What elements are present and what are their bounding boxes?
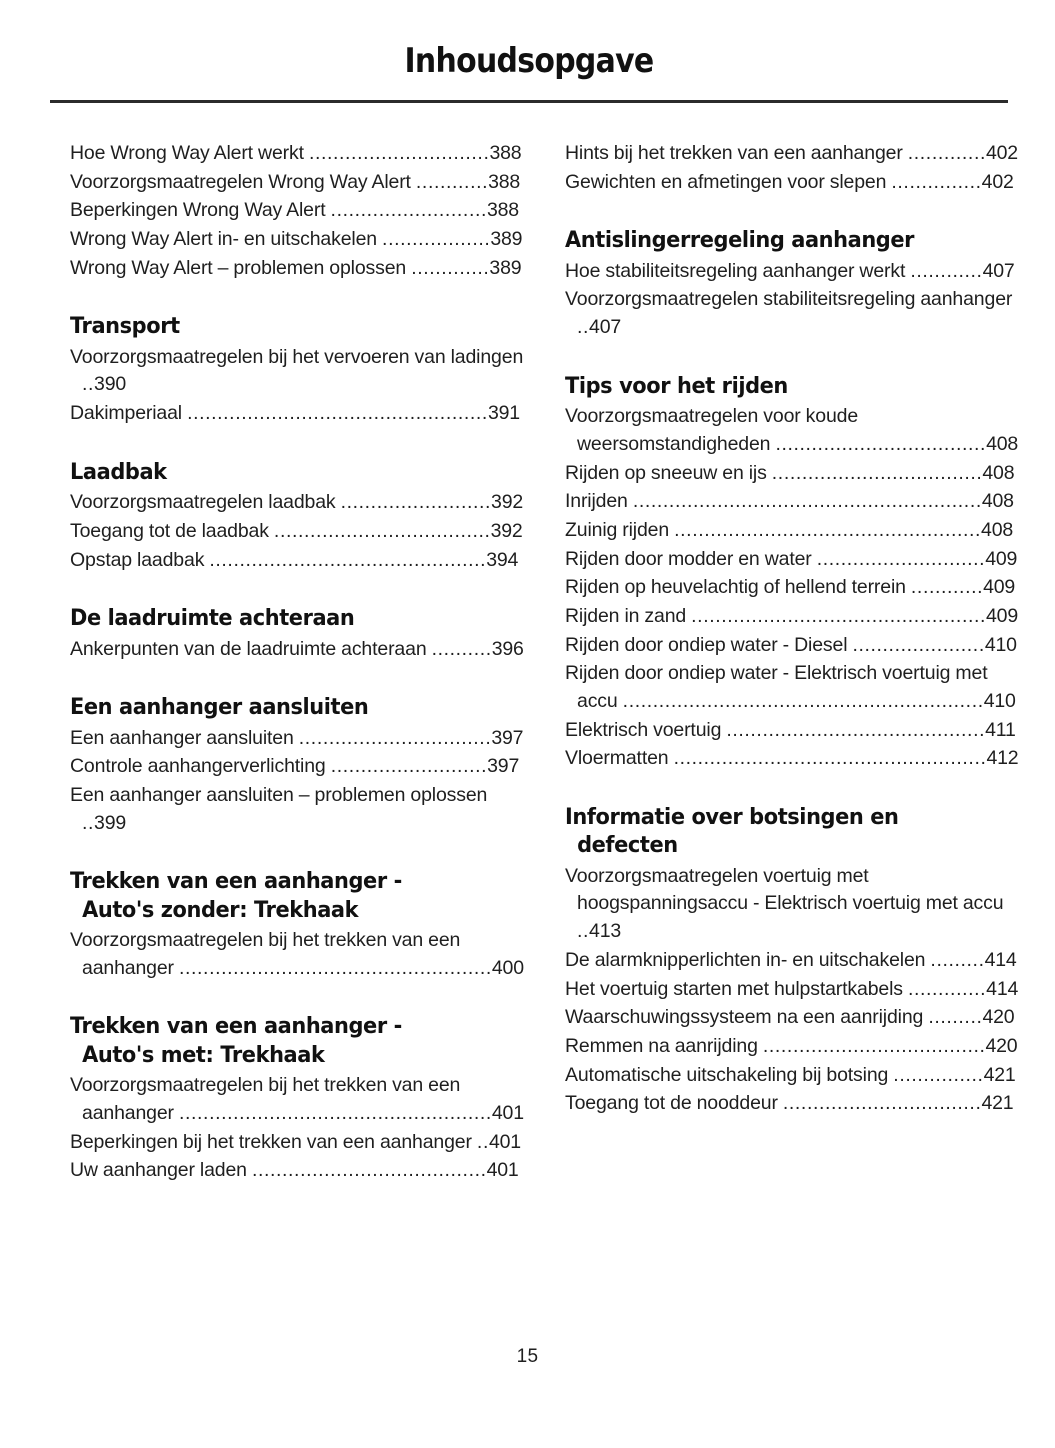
toc-entry-page: 390	[94, 373, 126, 396]
toc-entry-page: 392	[490, 519, 523, 542]
toc-entry[interactable]	[70, 197, 525, 225]
section-heading-line: defecten	[577, 832, 678, 859]
toc-entry-label: Beperkingen bij het trekken van een aanhanger	[70, 1130, 477, 1153]
toc-entry[interactable]	[565, 947, 1020, 975]
toc-entry-page: 389	[490, 228, 523, 251]
section-heading-line: Antislingerregeling aanhanger	[565, 227, 915, 254]
toc-entry[interactable]	[565, 660, 1020, 715]
toc-entry-page: 408	[986, 432, 1018, 455]
toc-entry-label: Remmen na aanrijding	[565, 1034, 763, 1057]
toc-entry[interactable]	[565, 745, 1020, 773]
toc-entry-list	[565, 863, 1020, 1118]
toc-entry-label: Beperkingen Wrong Way Alert	[70, 199, 331, 222]
toc-entry-page: 388	[487, 199, 519, 222]
toc-entry-page: 407	[982, 259, 1015, 282]
header-divider	[50, 100, 1008, 103]
toc-leader-dots: .....................................	[762, 1034, 986, 1057]
toc-entry-page: 402	[985, 142, 1018, 164]
toc-entry-page: 408	[981, 518, 1013, 541]
section-heading-een-aanhanger-aansluiten	[70, 693, 525, 721]
toc-entry-page: 402	[981, 170, 1014, 193]
toc-entry[interactable]	[70, 927, 525, 982]
toc-entry-label: Voorzorgsmaatregelen Wrong Way Alert	[70, 170, 416, 193]
toc-entry-label: Vloermatten	[565, 747, 674, 770]
toc-entry-label: Hints bij het trekken van een aanhanger	[565, 142, 908, 164]
section-heading-line: Informatie over botsingen en	[565, 804, 899, 831]
section-heading-line: Trekken van een aanhanger -	[70, 868, 402, 895]
toc-entry-page: 408	[982, 461, 1015, 484]
toc-entry-page: 407	[589, 316, 621, 339]
section-heading-laadbak	[70, 458, 525, 486]
toc-column-right	[565, 140, 1020, 1119]
toc-entry[interactable]	[565, 717, 1020, 745]
toc-leader-dots: ....................................	[273, 519, 491, 542]
toc-entry-page: 391	[487, 402, 520, 425]
toc-entry[interactable]	[565, 574, 1020, 602]
toc-entry-label: Rijden in zand	[565, 604, 692, 627]
toc-leader-dots: .................................................	[691, 604, 987, 627]
toc-entry-page: 409	[983, 576, 1016, 599]
toc-column-left	[70, 140, 525, 1186]
toc-entry-label: Wrong Way Alert – problemen oplossen	[70, 256, 412, 279]
section-heading-line: Tips voor het rijden	[565, 372, 788, 399]
toc-entry-label: Inrijden	[565, 490, 633, 513]
toc-entry-list	[70, 140, 525, 282]
section-heading-line: Auto's zonder: Trekhaak	[82, 896, 359, 923]
toc-entry-label: Voorzorgsmaatregelen voertuig met hoogspanningsaccu - Elektrisch voertuig met accu	[565, 864, 1004, 915]
toc-entry-page: 399	[94, 811, 126, 834]
toc-leader-dots: ..........	[431, 637, 492, 660]
toc-entry[interactable]	[70, 725, 525, 753]
toc-entry-page: 421	[983, 1063, 1016, 1086]
toc-leader-dots: ...........................................	[726, 718, 986, 741]
toc-leader-dots: ..............................................	[209, 548, 487, 571]
toc-entry-page: 388	[489, 142, 522, 164]
toc-entry-page: 389	[489, 256, 522, 279]
toc-entry[interactable]	[70, 169, 525, 197]
toc-entry-label: Rijden door modder en water	[565, 547, 817, 570]
toc-leader-dots: ..	[476, 1130, 489, 1153]
toc-entry[interactable]	[70, 140, 525, 168]
toc-entry[interactable]	[565, 546, 1020, 574]
toc-entry-page: 397	[491, 726, 524, 749]
toc-entry-page: 413	[589, 920, 621, 943]
toc-entry-list	[70, 1072, 525, 1185]
toc-entry-page: 400	[491, 956, 524, 979]
toc-entry[interactable]	[70, 489, 525, 517]
toc-leader-dots: .......................................	[251, 1159, 487, 1182]
toc-entry-page: 401	[488, 1130, 521, 1153]
toc-entry-label: Toegang tot de laadbak	[70, 519, 274, 542]
toc-leader-dots: ..............................	[308, 142, 490, 164]
toc-leader-dots: .........	[930, 948, 985, 971]
toc-entry-list	[565, 403, 1020, 773]
toc-entry[interactable]	[70, 400, 525, 428]
toc-leader-dots: .............	[907, 977, 987, 1000]
toc-entry-page: 409	[985, 547, 1018, 570]
toc-entry[interactable]	[70, 1072, 525, 1127]
toc-entry[interactable]	[565, 286, 1020, 341]
toc-entry[interactable]	[565, 1090, 1020, 1118]
toc-entry-label: Controle aanhangerverlichting	[70, 755, 331, 778]
toc-entry-label: Een aanhanger aansluiten – problemen oplossen	[70, 784, 488, 806]
toc-entry-list	[70, 927, 525, 982]
toc-entry-page: 421	[981, 1092, 1014, 1115]
section-heading-de-laadruimte-achteraan	[70, 604, 525, 632]
toc-entry-page: 388	[488, 170, 521, 193]
toc-entry[interactable]	[565, 169, 1020, 197]
toc-entry-page: 412	[986, 747, 1019, 770]
toc-leader-dots: ......................	[852, 633, 985, 656]
toc-entry-label: Elektrisch voertuig	[565, 718, 727, 741]
toc-leader-dots: ...................................	[775, 432, 987, 455]
section-heading-line: De laadruimte achteraan	[70, 605, 355, 632]
toc-entry-page: 394	[486, 548, 519, 571]
toc-entry-label: Gewichten en afmetingen voor slepen	[565, 170, 892, 193]
toc-entry-page: 414	[986, 977, 1019, 1000]
toc-entry-page: 420	[982, 1006, 1015, 1029]
toc-leader-dots: ..	[577, 316, 590, 339]
toc-entry-label: Toegang tot de nooddeur	[565, 1092, 783, 1115]
toc-entry-label: Hoe stabiliteitsregeling aanhanger werkt	[565, 259, 911, 282]
toc-entry-label: Waarschuwingssysteem na een aanrijding	[565, 1006, 929, 1029]
section-heading-line: Laadbak	[70, 458, 167, 485]
section-heading-antislingerregeling-aanhanger	[565, 226, 1020, 254]
toc-entry[interactable]	[70, 547, 525, 575]
section-heading-line: Auto's met: Trekhaak	[82, 1041, 325, 1068]
toc-entry-page: 392	[491, 491, 523, 514]
toc-entry-label: Rijden door ondiep water - Elektrisch voertuig met accu	[565, 662, 988, 712]
toc-entry-page: 401	[491, 1101, 524, 1124]
toc-leader-dots: ..........................	[330, 755, 488, 778]
toc-entry[interactable]	[565, 517, 1020, 545]
toc-entry[interactable]	[70, 518, 525, 546]
toc-leader-dots: ..................	[382, 228, 491, 251]
toc-entry[interactable]	[565, 976, 1020, 1004]
toc-leader-dots: ....................................................	[673, 747, 987, 770]
toc-entry-page: 408	[981, 490, 1014, 513]
toc-entry-label: De alarmknipperlichten in- en uitschakelen	[565, 948, 931, 971]
toc-entry[interactable]	[565, 258, 1020, 286]
toc-entry-list	[70, 636, 525, 664]
toc-entry-list	[70, 344, 525, 428]
toc-entry-label: Rijden door ondiep water - Diesel	[565, 633, 853, 656]
toc-entry[interactable]	[565, 1033, 1020, 1061]
toc-leader-dots: ..........................	[330, 199, 488, 222]
toc-entry-page: 420	[985, 1034, 1018, 1057]
toc-entry-page: 414	[984, 948, 1017, 971]
toc-entry[interactable]	[565, 863, 1020, 946]
toc-leader-dots: ..........................................................	[632, 490, 982, 513]
toc-entry-label: Uw aanhanger laden	[70, 1159, 252, 1182]
toc-entry-label: Automatische uitschakeling bij botsing	[565, 1063, 894, 1086]
toc-leader-dots: ..	[577, 920, 590, 943]
toc-entry-label: Ankerpunten van de laadruimte achteraan	[70, 637, 432, 660]
toc-leader-dots: .............	[411, 256, 490, 279]
toc-entry-label: Rijden op heuvelachtig of hellend terrein	[565, 576, 911, 599]
toc-entry-label: Voorzorgsmaatregelen laadbak	[70, 491, 341, 514]
toc-entry-label: Hoe Wrong Way Alert werkt	[70, 142, 309, 164]
page-header	[50, 41, 1008, 81]
toc-leader-dots: ...............	[891, 170, 982, 193]
toc-leader-dots: ................................	[298, 726, 492, 749]
toc-entry-label: Opstap laadbak	[70, 548, 210, 571]
toc-entry[interactable]	[565, 632, 1020, 660]
toc-entry-list	[565, 258, 1020, 342]
toc-entry[interactable]	[565, 140, 1020, 168]
toc-entry-page: 396	[491, 637, 524, 660]
toc-entry-label: Voorzorgsmaatregelen bij het vervoeren van ladingen	[70, 345, 524, 368]
toc-entry[interactable]	[70, 636, 525, 664]
toc-leader-dots: .........................	[340, 491, 492, 514]
toc-entry-label: Dakimperiaal	[70, 402, 188, 425]
toc-leader-dots: ....................................................	[178, 1101, 492, 1124]
toc-leader-dots: .................................	[782, 1092, 982, 1115]
page-title: Inhoudsopgave	[404, 41, 654, 81]
toc-leader-dots: .........	[928, 1006, 983, 1029]
toc-entry[interactable]	[565, 460, 1020, 488]
toc-entry-label: Het voertuig starten met hulpstartkabels	[565, 977, 908, 1000]
toc-entry-label: Voorzorgsmaatregelen stabiliteitsregeling aanhanger	[565, 288, 1013, 311]
toc-entry[interactable]	[70, 1157, 525, 1185]
toc-entry-list	[565, 140, 1020, 196]
toc-leader-dots: .............	[907, 142, 986, 164]
toc-entry-page: 409	[986, 604, 1018, 627]
toc-entry-label: Zuinig rijden	[565, 518, 675, 541]
toc-leader-dots: ............	[415, 170, 489, 193]
toc-entry-label: Een aanhanger aansluiten	[70, 726, 299, 749]
toc-entry-label: Voorzorgsmaatregelen voor koude weersomstandigheden	[565, 405, 859, 455]
section-heading-trekken-van-een-aanhanger-autos-zonder-trekhaak	[70, 867, 537, 924]
toc-entry[interactable]	[565, 1062, 1020, 1090]
toc-leader-dots: ............................................................	[622, 690, 984, 712]
page-footer	[0, 1346, 1055, 1368]
section-heading-line: Trekken van een aanhanger -	[70, 1013, 402, 1040]
toc-entry[interactable]	[565, 403, 1020, 458]
toc-entry-page: 401	[486, 1159, 519, 1182]
section-heading-line: Een aanhanger aansluiten	[70, 694, 369, 721]
toc-entry[interactable]	[565, 603, 1020, 631]
toc-leader-dots: ..................................................	[187, 402, 488, 425]
toc-entry[interactable]	[70, 226, 525, 254]
toc-entry-label: Voorzorgsmaatregelen bij het trekken van een aanhanger	[70, 929, 461, 979]
page-number: 15	[516, 1346, 539, 1367]
toc-leader-dots: ...............	[893, 1063, 984, 1086]
toc-entry[interactable]	[565, 1004, 1020, 1032]
section-heading-line: Transport	[70, 313, 180, 340]
toc-entry-label: Wrong Way Alert in- en uitschakelen	[70, 228, 383, 251]
toc-entry[interactable]	[70, 782, 525, 837]
toc-leader-dots: ..	[82, 811, 95, 834]
toc-entry[interactable]	[70, 344, 525, 399]
toc-entry-list	[70, 489, 525, 574]
toc-entry-list	[70, 725, 525, 838]
toc-leader-dots: ...................................................	[674, 518, 982, 541]
toc-entry[interactable]	[70, 1129, 525, 1157]
toc-leader-dots: ............................	[816, 547, 986, 570]
toc-entry-page: 397	[487, 755, 520, 778]
toc-entry[interactable]	[70, 753, 525, 781]
section-heading-trekken-van-een-aanhanger-autos-met-trekhaak	[70, 1012, 537, 1069]
toc-entry-page: 410	[984, 633, 1017, 656]
toc-leader-dots: ..	[82, 373, 95, 396]
toc-entry-page: 411	[985, 718, 1016, 741]
toc-entry-label: Voorzorgsmaatregelen bij het trekken van een aanhanger	[70, 1074, 461, 1124]
toc-leader-dots: ............	[910, 576, 984, 599]
section-heading-transport	[70, 312, 525, 340]
toc-entry[interactable]	[565, 488, 1020, 516]
toc-entry-page: 410	[983, 690, 1016, 712]
toc-entry-label: Rijden op sneeuw en ijs	[565, 461, 772, 484]
toc-leader-dots: ............	[910, 259, 983, 282]
toc-leader-dots: ....................................................	[178, 956, 492, 979]
section-heading-informatie-over-botsingen-en-defecten	[565, 803, 1032, 860]
toc-entry[interactable]	[70, 255, 525, 283]
toc-leader-dots: ...................................	[771, 461, 983, 484]
section-heading-tips-voor-het-rijden	[565, 372, 1020, 400]
